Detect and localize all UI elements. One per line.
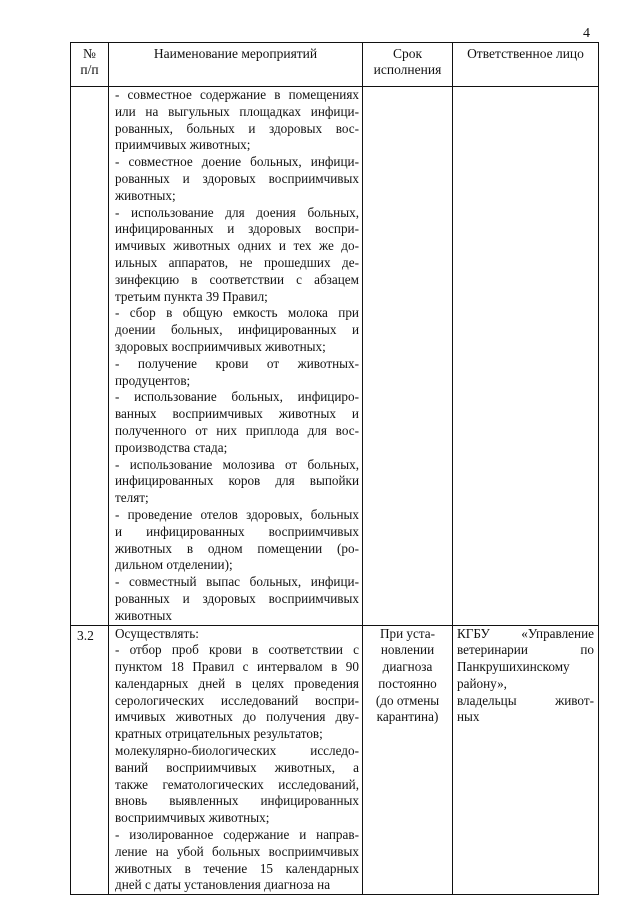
text-line: диагноза [382,659,433,675]
row-number-cell: 3.2 [71,625,109,895]
text-line: здоровых восприимчивых животных; [115,338,326,354]
text-line: производства стада; [115,439,228,455]
text-line: кратных отрицательных результатов; [115,726,323,742]
header-term-line-2: исполнения [373,62,442,77]
text-line: телят; [115,490,149,506]
text-line: также гематологических исследований, [115,776,359,792]
text-line: имчивых животных до получения дву- [115,709,359,725]
text-line: ваний восприимчивых животных, а [115,759,359,775]
text-line: - сбор в общую емкость молока при [115,305,359,321]
text-line: или на выгульных площадках инфици- [115,103,359,119]
row-number-cell [71,87,109,626]
text-line: полученного от них приплода для вос- [115,422,359,438]
responsible-cell [453,625,599,895]
text-line: доении больных, инфицированных и [115,322,359,338]
table-row [71,87,599,626]
text-line: ильных аппаратов, не прошедших де- [115,254,359,270]
text-line: новлении [380,642,435,658]
text-line: животных; [115,187,176,203]
text-line: пунктом 18 Правил с интервалом в 90 [115,659,359,675]
text-line: молекулярно-биологических исследо- [115,743,359,759]
text-line: - проведение отелов здоровых, больных [115,506,359,522]
header-measures: Наименование мероприятий [109,43,363,87]
measure-text-cell [109,625,363,895]
text-line: владельцы живот- [457,692,594,708]
text-line: - совместное содержание в помещениях [115,87,359,102]
text-line: (до отмены [375,692,440,708]
text-line: - использование больных, инфициро- [115,389,359,405]
text-line: - совместное доение больных, инфици- [115,154,359,170]
header-term-line-1: Срок [392,46,423,61]
text-line: вновь выявленных инфицированных [115,793,359,809]
text-line: приимчивых животных; [115,137,251,153]
text-line: карантина) [376,709,439,725]
term-cell [363,87,453,626]
text-line: Осуществлять: [115,625,199,641]
text-line: - получение крови от животных- [115,355,359,371]
page-number: 4 [583,26,590,41]
text-line: - использование для доения больных, [115,204,359,220]
text-line: При уста- [379,625,436,641]
text-line: ление на убой больных восприимчивых [115,843,359,859]
text-line: ветеринарии по [457,642,594,658]
text-line: рованных и здоровых восприимчивых [115,170,359,186]
header-number-line-2: п/п [80,62,99,77]
header-number [71,43,109,87]
text-line: продуцентов; [115,372,191,388]
text-line: календарных дней в целях проведения [115,675,359,691]
text-line: инфицированных и здоровых воспри- [115,221,359,237]
text-line: - отбор проб крови в соответствии с [115,642,359,658]
text-line: зинфекцию в соответствии с абзацем [115,271,359,287]
text-line: третьим пункта 39 Правил; [115,288,268,304]
text-line: серологических исследований воспри- [115,692,359,708]
text-line: рованных, больных и здоровых вос- [115,120,359,136]
text-line: - использование молозива от больных, [115,456,359,472]
text-line: дильном отделении); [115,557,233,573]
text-line: рованных и здоровых восприимчивых [115,590,359,606]
header-number-line-1: № [83,46,96,61]
text-line: району», [457,675,507,691]
table-header-row [71,43,599,87]
text-line: Панкрушихинскому [457,659,570,675]
table-row [71,625,599,895]
text-line: - совместный выпас больных, инфици- [115,574,359,590]
text-line: инфицированных коров для выпойки [115,473,359,489]
text-line: дней с даты установления диагноза на [115,877,331,893]
text-line: и инфицированных восприимчивых [115,523,359,539]
text-line: ных [457,709,480,725]
text-line: ванных восприимчивых животных и [115,406,359,422]
header-responsible: Ответственное лицо [453,43,599,87]
term-cell [363,625,453,895]
text-line: имчивых животных одних и тех же до- [115,238,359,254]
text-line: восприимчивых животных; [115,810,270,826]
text-line: КГБУ «Управление [457,625,594,641]
text-line: - изолированное содержание и направ- [115,827,359,843]
text-line: животных в одном помещении (ро- [115,540,359,556]
text-line: постоянно [378,675,437,691]
measure-text-cell [109,87,363,626]
responsible-cell [453,87,599,626]
header-term [363,43,453,87]
text-line: животных [115,607,172,623]
text-line: животных в течение 15 календарных [115,860,359,876]
measures-table [70,42,599,895]
